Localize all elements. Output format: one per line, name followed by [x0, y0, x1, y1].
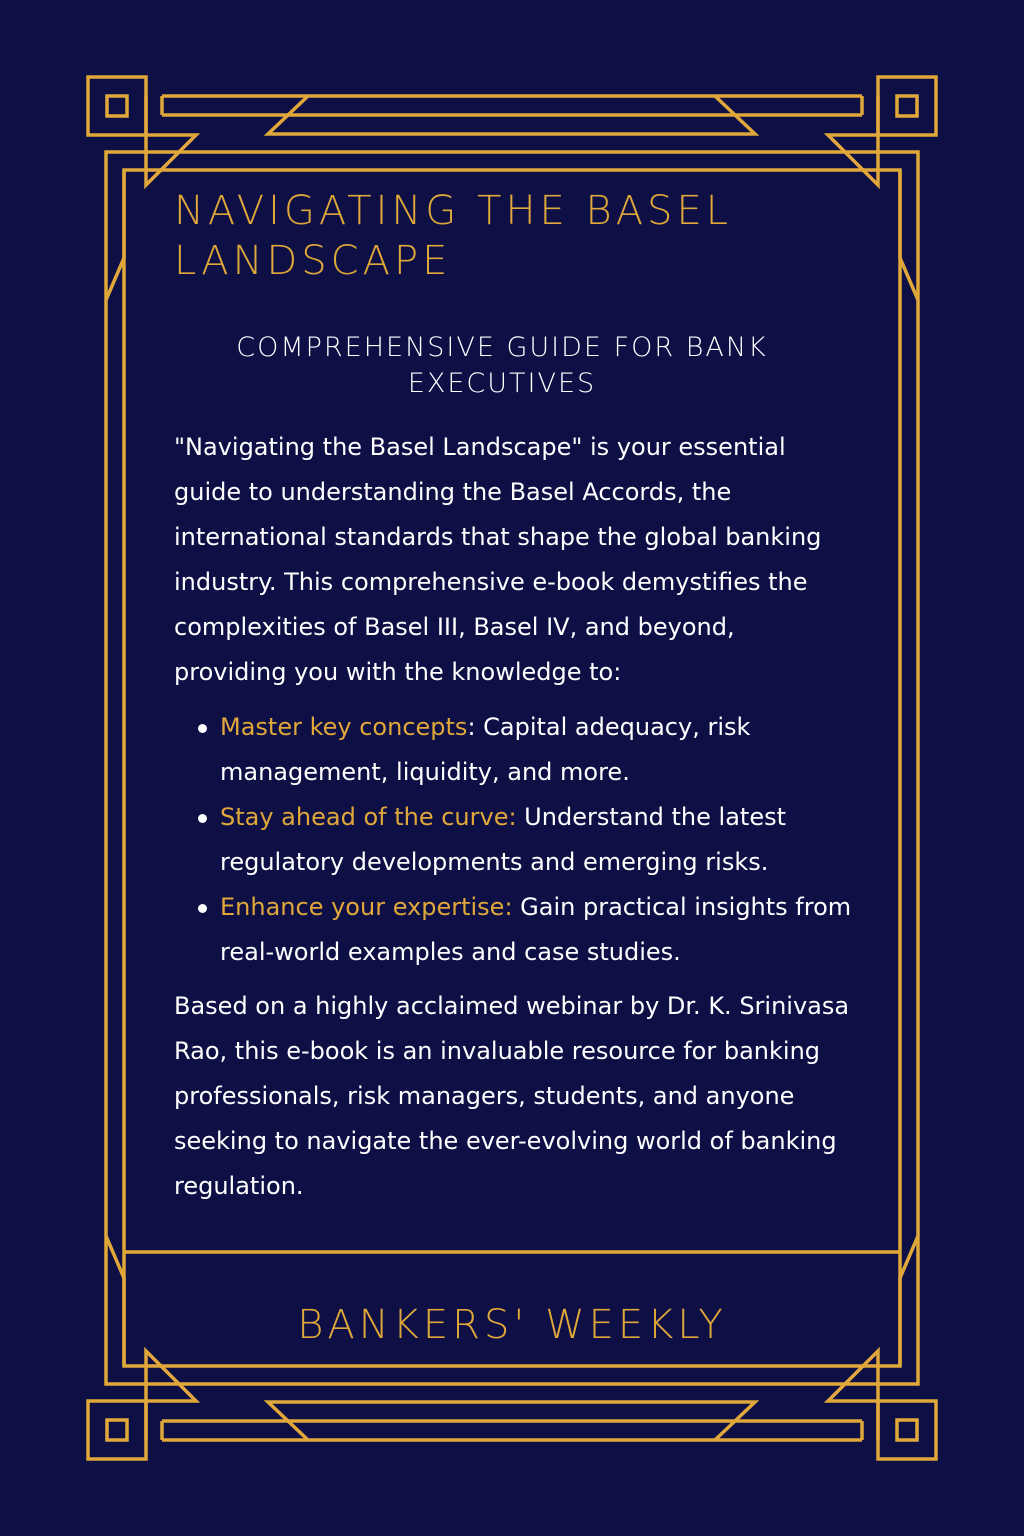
benefits-list [174, 705, 854, 975]
bullet-dot-icon [198, 904, 207, 913]
outro-paragraph: Based on a highly acclaimed webinar by Dr. K. Srinivasa Rao, this e-book is an invaluable resource for banking professionals, risk managers, students, and anyone seeking to navigate the ever-evolving world of banking regulation. [174, 992, 850, 1200]
list-item [174, 705, 854, 795]
publisher-name: BANKERS' WEEKLY [297, 1302, 727, 1348]
bullet-dot-icon [198, 724, 207, 733]
bullet-text: Gain practical insights from real-world examples and case studies. [220, 893, 852, 966]
bullet-text: Understand the latest regulatory developments and emerging risks. [220, 803, 786, 876]
bullet-highlight: Enhance your expertise: [220, 893, 513, 921]
list-item [174, 885, 854, 975]
bullet-text: : Capital adequacy, risk management, liquidity, and more. [220, 713, 751, 786]
cover-title: NAVIGATING THE BASEL LANDSCAPE [174, 188, 733, 284]
list-item [174, 795, 854, 885]
cover-subtitle: COMPREHENSIVE GUIDE FOR BANK EXECUTIVES [236, 332, 768, 399]
bullet-highlight: Stay ahead of the curve: [220, 803, 517, 831]
bullet-highlight: Master key concepts [220, 713, 468, 741]
bullet-dot-icon [198, 814, 207, 823]
intro-paragraph: "Navigating the Basel Landscape" is your essential guide to understanding the Basel Accords, the international standards that shape the global banking industry. This comprehensive e-book demystifies the complexities of Basel III, Basel IV, and beyond, providing you with the knowledge to: [174, 433, 822, 686]
